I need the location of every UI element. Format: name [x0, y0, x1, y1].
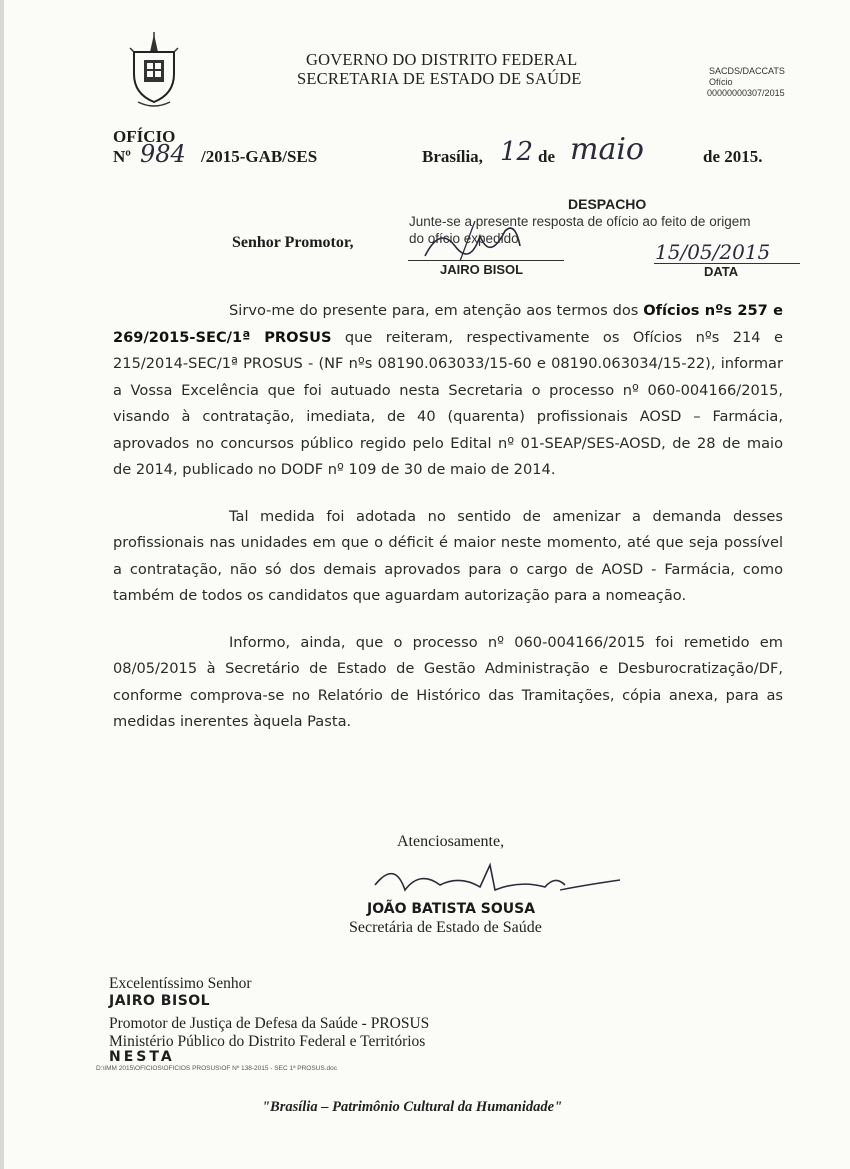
despacho-signer: JAIRO BISOL	[440, 262, 524, 277]
despacho-date-handwritten: 15/05/2015	[655, 240, 771, 264]
recipient-role: Promotor de Justiça de Defesa da Saúde - PROSUS	[109, 1015, 430, 1032]
paragraph-1-references: Ofícios nºs 257 e 269/2015-SEC/1ª PROSUS	[113, 302, 783, 346]
stamp-department: SACDS/DACCATS	[709, 66, 785, 76]
recipient-name: JAIRO BISOL	[109, 993, 211, 1009]
header-government: GOVERNO DO DISTRITO FEDERAL	[306, 50, 578, 69]
recipient-institution: Ministério Público do Distrito Federal e Territórios	[109, 1033, 426, 1050]
oficio-label: OFÍCIO	[113, 127, 176, 146]
oficio-number-handwritten: 984	[140, 140, 186, 168]
date-de: de	[538, 147, 555, 166]
despacho-line1: Junte-se a presente resposta de ofício ao feito de origem	[409, 214, 751, 229]
header-secretariat: SECRETARIA DE ESTADO DE SAÚDE	[297, 69, 582, 88]
stamp-protocol-number: 00000000307/2015	[707, 88, 785, 98]
closing: Atenciosamente,	[397, 833, 505, 850]
despacho-title: DESPACHO	[568, 196, 647, 212]
date-city: Brasília,	[422, 147, 483, 166]
coat-of-arms-icon	[128, 32, 180, 110]
scan-edge	[0, 0, 4, 1169]
despacho-signature-scribble	[420, 216, 550, 266]
paragraph-1-rest: que reiteram, respectivamente os Ofícios nºs 214 e 215/2014-SEC/1ª PROSUS - (NF nºs 08190.063033/15-60 e 08190.063034/15-22), informar a Vossa Excelência que foi autuado nesta Secretaria o processo nº 060-004166/2015, visando à contratação, imediata, de 40 (quarenta) profissionais AOSD – Farmácia, aprovados no concursos público regido pelo Edital nº 01-SEAP/SES-AOSD, de 28 de maio de 2014, publicado no DODF nº 109 de 30 de maio de 2014.	[113, 328, 783, 478]
signer-title: Secretária de Estado de Saúde	[349, 919, 542, 936]
letter-body	[113, 298, 783, 756]
paragraph-3: Informo, ainda, que o processo nº 060-004166/2015 foi remetido em 08/05/2015 à Secretário de Estado de Gestão Administração e Desburocratização/DF, conforme comprova-se no Relatório de Histórico das Tramitações, cópia anexa, para as medidas inerentes àquela Pasta.	[113, 633, 783, 730]
signer-name: JOÃO BATISTA SOUSA	[367, 901, 536, 917]
paragraph-2: Tal medida foi adotada no sentido de amenizar a demanda desses profissionais nas unidades em que o déficit é maior neste momento, até que seja possível a contratação, não só dos demais aprovados para o cargo de AOSD - Farmácia, como também de todos os candidatos que aguardam autorização para a nomeação.	[113, 507, 783, 604]
oficio-suffix: /2015-GAB/SES	[201, 147, 318, 166]
salutation: Senhor Promotor,	[232, 234, 354, 251]
oficio-number-prefix: Nº	[113, 147, 131, 166]
handwritten-signature	[370, 855, 630, 905]
recipient-location: NESTA	[109, 1049, 175, 1065]
recipient-greeting: Excelentíssimo Senhor	[109, 975, 252, 992]
date-month-handwritten: maio	[570, 132, 644, 167]
despacho-line2: do ofício expedido	[409, 231, 519, 246]
file-path: D:\IMM 2015\OFICIOS\OFICIOS PROSUS\OF Nº 138-2015 - SEC 1ª PROSUS.doc	[96, 1065, 338, 1072]
despacho-date-label: DATA	[704, 264, 739, 279]
paragraph-1-intro: Sirvo-me do presente para, em atenção aos termos dos	[229, 302, 644, 319]
date-day-handwritten: 12	[500, 137, 534, 167]
stamp-type: Ofício	[709, 77, 733, 87]
date-year: de 2015.	[703, 147, 763, 166]
footer-motto: "Brasília – Patrimônio Cultural da Humanidade"	[262, 1099, 563, 1115]
paragraph-1	[113, 298, 783, 484]
